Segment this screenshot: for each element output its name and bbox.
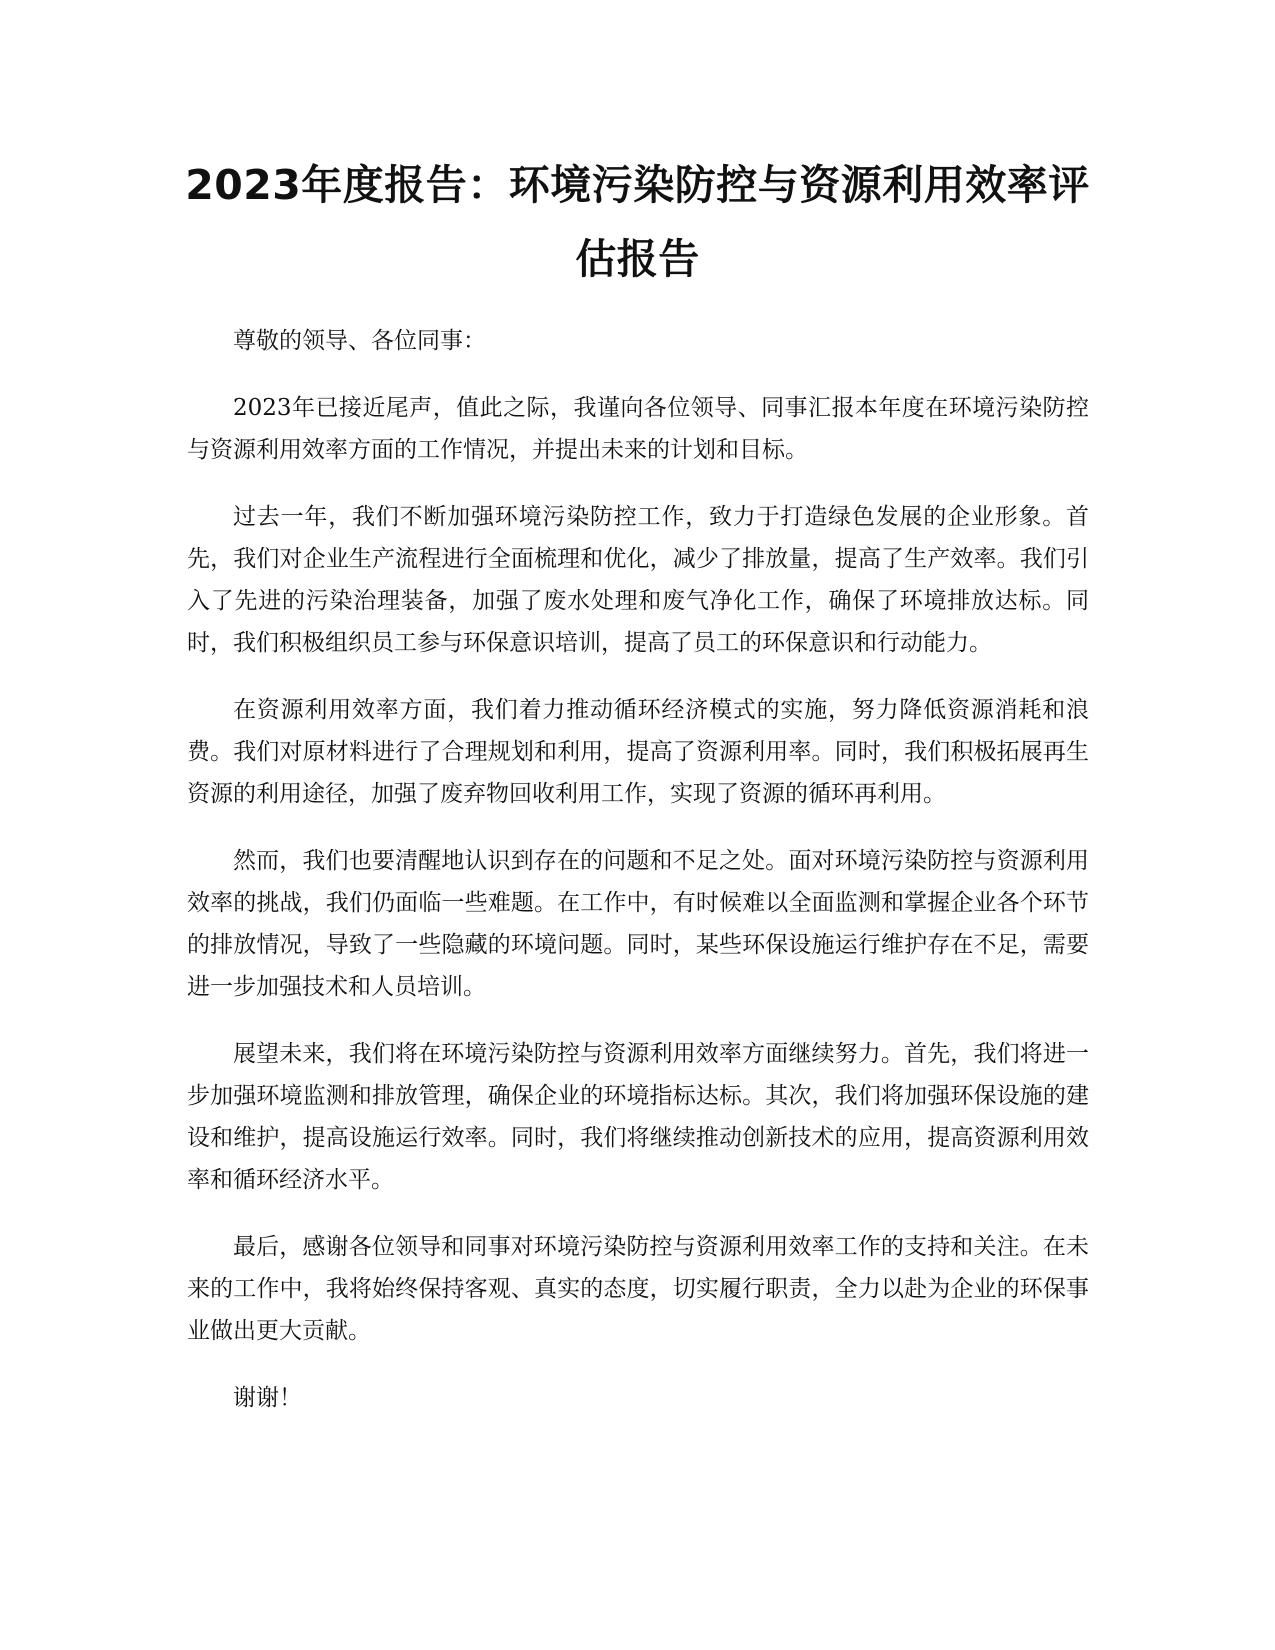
resource-efficiency-paragraph: 在资源利用效率方面，我们着力推动循环经济模式的实施，努力降低资源消耗和浪费。我们对原材料进行了合理规划和利用，提高了资源利用率。同时，我们积极拓展再生资源的利用途径，加强了废弃物回收利用工作，实现了资源的循环再利用。 bbox=[187, 697, 1089, 807]
document-title: 2023年度报告：环境污染防控与资源利用效率评估报告 bbox=[185, 161, 1090, 283]
closing-paragraph: 最后，感谢各位领导和同事对环境污染防控与资源利用效率工作的支持和关注。在未来的工作中，我将始终保持客观、真实的态度，切实履行职责，全力以赴为企业的环保事业做出更大贡献。 bbox=[187, 1234, 1089, 1344]
document-body bbox=[187, 320, 1089, 1444]
intro-paragraph: 2023年已接近尾声，值此之际，我谨向各位领导、同事汇报本年度在环境污染防控与资源利用效率方面的工作情况，并提出未来的计划和目标。 bbox=[187, 395, 1089, 463]
salutation-paragraph: 尊敬的领导、各位同事： bbox=[233, 328, 486, 354]
pollution-control-paragraph: 过去一年，我们不断加强环境污染防控工作，致力于打造绿色发展的企业形象。首先，我们对企业生产流程进行全面梳理和优化，减少了排放量，提高了生产效率。我们引入了先进的污染治理装备，加强了废水处理和废气净化工作，确保了环境排放达标。同时，我们积极组织员工参与环保意识培训，提高了员工的环保意识和行动能力。 bbox=[187, 504, 1089, 656]
problems-paragraph: 然而，我们也要清醒地认识到存在的问题和不足之处。面对环境污染防控与资源利用效率的挑战，我们仍面临一些难题。在工作中，有时候难以全面监测和掌握企业各个环节的排放情况，导致了一些隐藏的环境问题。同时，某些环保设施运行维护存在不足，需要进一步加强技术和人员培训。 bbox=[187, 848, 1089, 1000]
thanks-paragraph: 谢谢！ bbox=[233, 1385, 302, 1411]
outlook-paragraph: 展望未来，我们将在环境污染防控与资源利用效率方面继续努力。首先，我们将进一步加强环境监测和排放管理，确保企业的环境指标达标。其次，我们将加强环保设施的建设和维护，提高设施运行效率。同时，我们将继续推动创新技术的应用，提高资源利用效率和循环经济水平。 bbox=[187, 1041, 1089, 1193]
